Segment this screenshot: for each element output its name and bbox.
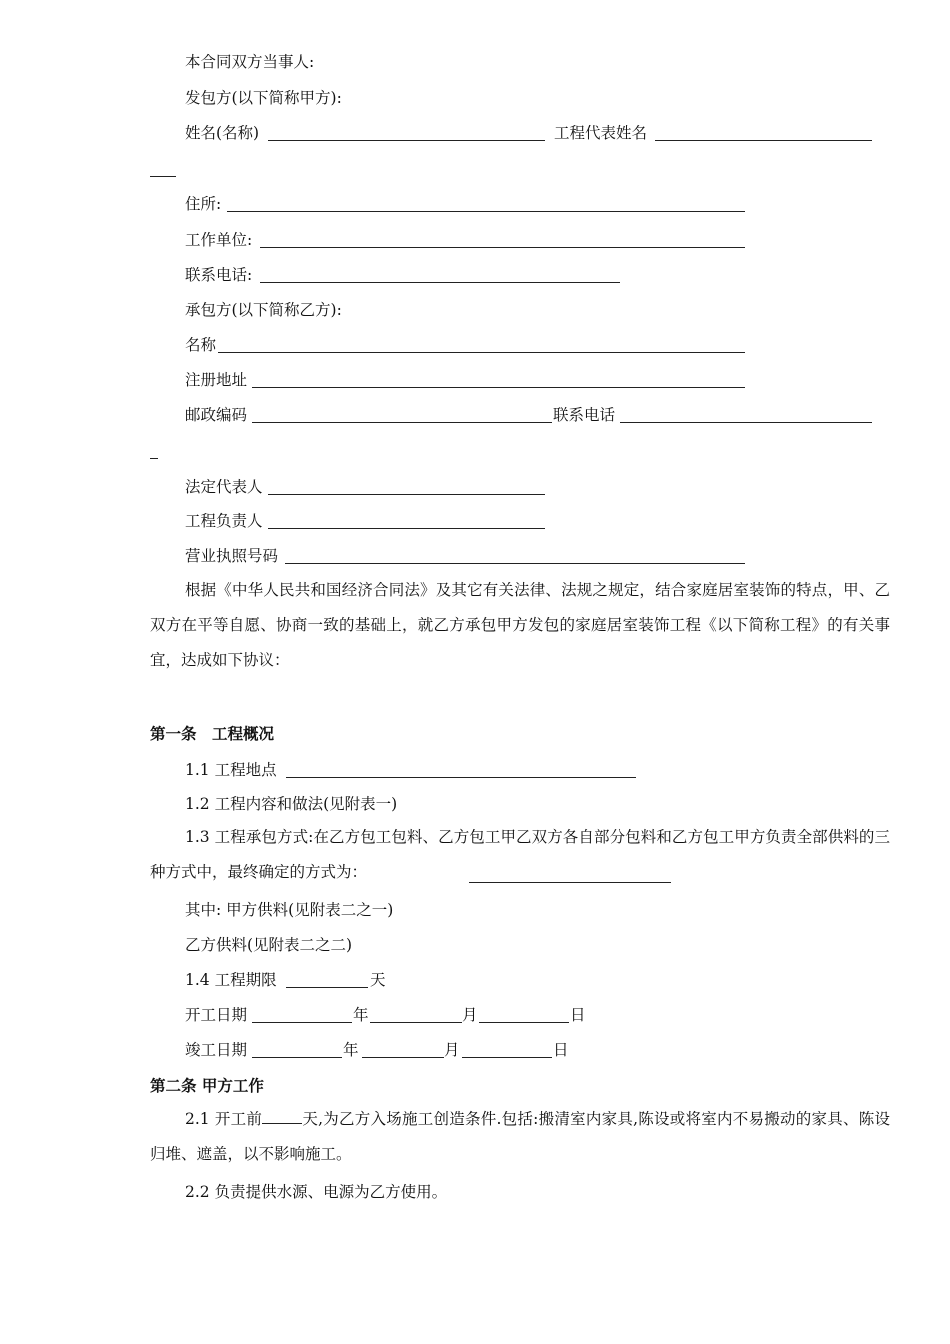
item-2-1-pre: 2.1 开工前	[185, 1110, 263, 1128]
finish-month-unit: 月	[444, 1041, 460, 1059]
b-postcode-label: 邮政编码	[185, 406, 248, 424]
start-date-label: 开工日期	[185, 1006, 248, 1024]
start-day-unit: 日	[570, 1006, 586, 1024]
party-a-title: 发包方(以下简称甲方):	[185, 89, 342, 107]
prep-days-field[interactable]	[262, 1108, 302, 1124]
a-address-label: 住所:	[185, 195, 222, 213]
b-name-label: 名称	[185, 336, 217, 354]
a-rep-label: 工程代表姓名	[554, 124, 648, 142]
a-work-unit-label: 工作单位:	[185, 231, 253, 249]
start-year-field[interactable]	[252, 1022, 352, 1023]
b-phone-label: 联系电话	[553, 406, 616, 424]
b-reg-address-field[interactable]	[252, 387, 745, 388]
b-project-lead-label: 工程负责人	[185, 512, 263, 530]
b-license-label: 营业执照号码	[185, 547, 279, 565]
b-name-field[interactable]	[218, 352, 745, 353]
b-phone-field[interactable]	[620, 422, 872, 423]
item-1-2: 1.2 工程内容和做法(见附表一)	[185, 795, 398, 813]
b-legal-rep-label: 法定代表人	[185, 478, 263, 496]
item-1-3: 1.3 工程承包方式:在乙方包工包料、乙方包工甲乙双方各自部分包料和乙方包工甲方负责全部供料的三种方式中，最终确定的方式为：	[150, 828, 890, 881]
start-month-field[interactable]	[370, 1022, 462, 1023]
b-legal-rep-field[interactable]	[268, 494, 545, 495]
b-license-field[interactable]	[285, 563, 745, 564]
start-year-unit: 年	[353, 1006, 369, 1024]
b-postcode-field[interactable]	[252, 422, 552, 423]
finish-month-field[interactable]	[362, 1057, 444, 1058]
a-phone-field[interactable]	[260, 282, 620, 283]
item-1-1: 1.1 工程地点	[185, 761, 277, 779]
preamble-paragraph: 根据《中华人民共和国经济合同法》及其它有关法律、法规之规定，结合家庭居室装饰的特点，甲、乙双方在平等自愿、协商一致的基础上，就乙方承包甲方发包的家庭居室装饰工程《以下简称工程》的有关事宜，达成如下协议：	[150, 581, 890, 669]
a-name-field[interactable]	[268, 140, 545, 141]
start-month-unit: 月	[462, 1006, 478, 1024]
finish-year-field[interactable]	[252, 1057, 342, 1058]
parties-intro: 本合同双方当事人:	[185, 53, 315, 71]
a-address-field[interactable]	[227, 211, 745, 212]
article1-heading: 第一条 工程概况	[150, 725, 275, 743]
b-phone-field-overflow	[150, 458, 158, 459]
a-phone-label: 联系电话:	[185, 266, 253, 284]
finish-date-label: 竣工日期	[185, 1041, 248, 1059]
b-supply: 乙方供料(见附表二之二)	[185, 936, 353, 954]
item-1-4-label: 1.4 工程期限	[185, 971, 277, 989]
duration-days-field[interactable]	[286, 987, 368, 988]
item-1-4-unit: 天	[370, 971, 386, 989]
a-rep-field-overflow	[150, 176, 176, 177]
finish-day-unit: 日	[553, 1041, 569, 1059]
a-supply: 其中: 甲方供料(见附表二之一)	[185, 901, 394, 919]
project-location-field[interactable]	[286, 777, 636, 778]
b-reg-address-label: 注册地址	[185, 371, 248, 389]
a-work-unit-field[interactable]	[260, 247, 745, 248]
finish-year-unit: 年	[343, 1041, 359, 1059]
article2-heading: 第二条 甲方工作	[150, 1077, 264, 1095]
party-b-title: 承包方(以下简称乙方):	[185, 301, 342, 319]
contract-method-field[interactable]	[469, 882, 671, 883]
a-rep-field[interactable]	[655, 140, 872, 141]
b-project-lead-field[interactable]	[268, 528, 545, 529]
item-2-1	[150, 1102, 890, 1172]
finish-day-field[interactable]	[462, 1057, 552, 1058]
start-day-field[interactable]	[479, 1022, 569, 1023]
item-2-2: 2.2 负责提供水源、电源为乙方使用。	[185, 1183, 448, 1201]
item-2-1-post: 天,为乙方入场施工创造条件.包括:搬清室内家具,陈设或将室内不易搬动的家具、陈设归堆、遮盖，以不影响施工。	[150, 1110, 890, 1163]
a-name-label: 姓名(名称)	[185, 124, 260, 142]
